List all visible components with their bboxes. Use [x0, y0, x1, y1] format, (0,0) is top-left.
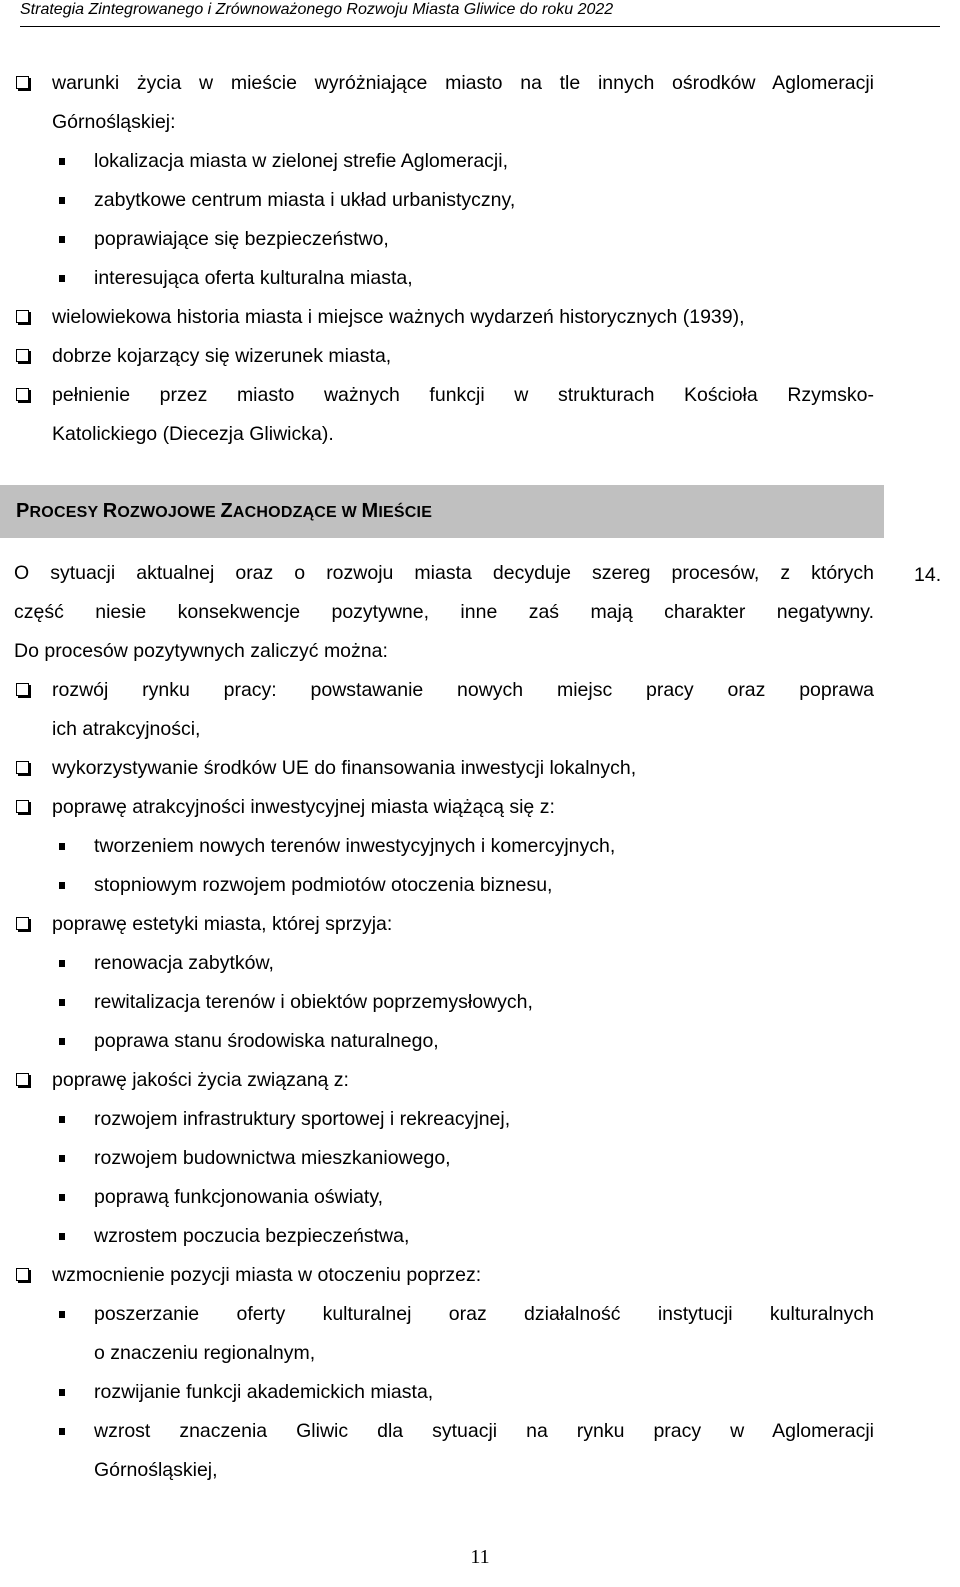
list-item-text: lokalizacja miasta w zielonej strefie Aglomeracji, — [94, 150, 509, 172]
sub-list-item — [14, 1217, 874, 1256]
square-bullet-icon — [59, 1233, 65, 1240]
section-heading-part: OZWOJOWE — [117, 504, 221, 521]
sub-list-item — [14, 944, 874, 983]
list-item-text: stopniowym rozwojem podmiotów otoczenia biznesu, — [94, 874, 553, 896]
margin-note: 14. — [914, 564, 942, 586]
list-item-text: wzrost znaczenia Gliwic dla sytuacji na rynku pracy w Aglomeracji — [94, 1420, 874, 1442]
list-item-text: Górnośląskiej: — [52, 111, 176, 133]
list-item — [14, 788, 874, 827]
list-item-text: renowacja zabytków, — [94, 952, 274, 974]
section-heading-part: M — [361, 500, 379, 522]
list-item-text: wykorzystywanie środków UE do finansowania inwestycji lokalnych, — [52, 757, 637, 779]
list-item-text: poszerzanie oferty kulturalnej oraz działalność instytucji kulturalnych — [94, 1303, 874, 1325]
sub-list-item — [14, 1178, 874, 1217]
section-heading-part: IEŚCIE — [378, 504, 433, 521]
section-heading-part: ROCESY — [29, 504, 103, 521]
checkbox-bullet-icon — [16, 310, 29, 323]
sub-list-item — [14, 1412, 874, 1490]
sub-list-item — [14, 220, 874, 259]
square-bullet-icon — [59, 275, 65, 282]
list-item — [14, 64, 874, 142]
list-item — [14, 337, 874, 376]
list-item — [14, 671, 874, 749]
square-bullet-icon — [59, 960, 65, 967]
list-item-text: tworzeniem nowych terenów inwestycyjnych i komercyjnych, — [94, 835, 616, 857]
list-item — [14, 1256, 874, 1295]
checkbox-bullet-icon — [16, 1073, 29, 1086]
checkbox-bullet-icon — [16, 76, 29, 89]
square-bullet-icon — [59, 197, 65, 204]
list-item-text: wzmocnienie pozycji miasta w otoczeniu poprzez: — [52, 1264, 482, 1286]
list-item-text: dobrze kojarzący się wizerunek miasta, — [52, 345, 392, 367]
square-bullet-icon — [59, 1194, 65, 1201]
sub-list-item — [14, 1373, 874, 1412]
intro-line: część niesie konsekwencje pozytywne, inne zaś mają charakter negatywny. — [14, 601, 874, 623]
sub-list-item — [14, 142, 874, 181]
document-header — [20, 0, 940, 27]
square-bullet-icon — [59, 1311, 65, 1318]
square-bullet-icon — [59, 1038, 65, 1045]
list-item-text: wzrostem poczucia bezpieczeństwa, — [94, 1225, 410, 1247]
checkbox-bullet-icon — [16, 917, 29, 930]
list-item-text: warunki życia w mieście wyróżniające miasto na tle innych ośrodków Aglomeracji — [52, 72, 874, 94]
section-heading — [0, 485, 884, 538]
square-bullet-icon — [59, 999, 65, 1006]
list-item-text: poprawa stanu środowiska naturalnego, — [94, 1030, 439, 1052]
section-heading-part: P — [16, 500, 30, 522]
checkbox-bullet-icon — [16, 800, 29, 813]
list-item-text: rozwojem infrastruktury sportowej i rekreacyjnej, — [94, 1108, 511, 1130]
sub-list-item — [14, 1139, 874, 1178]
list-item-text: rozwój rynku pracy: powstawanie nowych miejsc pracy oraz poprawa — [52, 679, 874, 701]
sub-list-item — [14, 1100, 874, 1139]
list-item-text: rozwojem budownictwa mieszkaniowego, — [94, 1147, 451, 1169]
list-item-text: wielowiekowa historia miasta i miejsce ważnych wydarzeń historycznych (1939), — [52, 306, 745, 328]
page-content — [14, 64, 874, 1490]
list-item-text: poprawę estetyki miasta, której sprzyja: — [52, 913, 393, 935]
list-item-text: poprawiające się bezpieczeństwo, — [94, 228, 389, 250]
page-number: 11 — [470, 1546, 490, 1568]
checkbox-bullet-icon — [16, 388, 29, 401]
list-item-text: poprawą funkcjonowania oświaty, — [94, 1186, 384, 1208]
list-item — [14, 1061, 874, 1100]
document-title: Strategia Zintegrowanego i Zrównoważonego Rozwoju Miasta Gliwice do roku 2022 — [20, 1, 614, 18]
list-item-text: Katolickiego (Diecezja Gliwicka). — [52, 423, 334, 445]
checkbox-bullet-icon — [16, 1268, 29, 1281]
list-item — [14, 298, 874, 337]
sub-list-item — [14, 983, 874, 1022]
square-bullet-icon — [59, 1155, 65, 1162]
sub-list-item — [14, 1295, 874, 1373]
list-item-text: pełnienie przez miasto ważnych funkcji w strukturach Kościoła Rzymsko- — [52, 384, 874, 406]
square-bullet-icon — [59, 236, 65, 243]
section-heading-part: Z — [220, 500, 233, 522]
sub-list-item — [14, 181, 874, 220]
checkbox-bullet-icon — [16, 683, 29, 696]
square-bullet-icon — [59, 1389, 65, 1396]
sub-list-item — [14, 827, 874, 866]
intro-line: O sytuacji aktualnej oraz o rozwoju miasta decyduje szereg procesów, z których — [14, 562, 874, 584]
square-bullet-icon — [59, 882, 65, 889]
list-item-text: o znaczeniu regionalnym, — [94, 1342, 316, 1364]
list-item — [14, 376, 874, 454]
list-item-text: zabytkowe centrum miasta i układ urbanistyczny, — [94, 189, 516, 211]
square-bullet-icon — [59, 1428, 65, 1435]
square-bullet-icon — [59, 1116, 65, 1123]
checkbox-bullet-icon — [16, 761, 29, 774]
list-item-text: rozwijanie funkcji akademickich miasta, — [94, 1381, 434, 1403]
section-heading-part: R — [102, 500, 118, 522]
square-bullet-icon — [59, 843, 65, 850]
square-bullet-icon — [59, 158, 65, 165]
list-item-text: Górnośląskiej, — [94, 1459, 218, 1481]
sub-list-item — [14, 866, 874, 905]
sub-list-item — [14, 259, 874, 298]
list-item — [14, 905, 874, 944]
bullet-list-strengths — [14, 64, 874, 454]
list-item-text: ich atrakcyjności, — [52, 718, 201, 740]
sub-list-item — [14, 1022, 874, 1061]
intro-paragraph — [14, 554, 874, 671]
list-item — [14, 749, 874, 788]
bullet-list-processes — [14, 671, 874, 1490]
list-item-text: rewitalizacja terenów i obiektów poprzemysłowych, — [94, 991, 533, 1013]
list-item-text: interesująca oferta kulturalna miasta, — [94, 267, 413, 289]
intro-line: Do procesów pozytywnych zaliczyć można: — [14, 640, 388, 662]
list-item-text: poprawę jakości życia związaną z: — [52, 1069, 349, 1091]
checkbox-bullet-icon — [16, 349, 29, 362]
list-item-text: poprawę atrakcyjności inwestycyjnej miasta wiążącą się z: — [52, 796, 555, 818]
section-heading-part: ACHODZĄCE W — [232, 504, 362, 521]
